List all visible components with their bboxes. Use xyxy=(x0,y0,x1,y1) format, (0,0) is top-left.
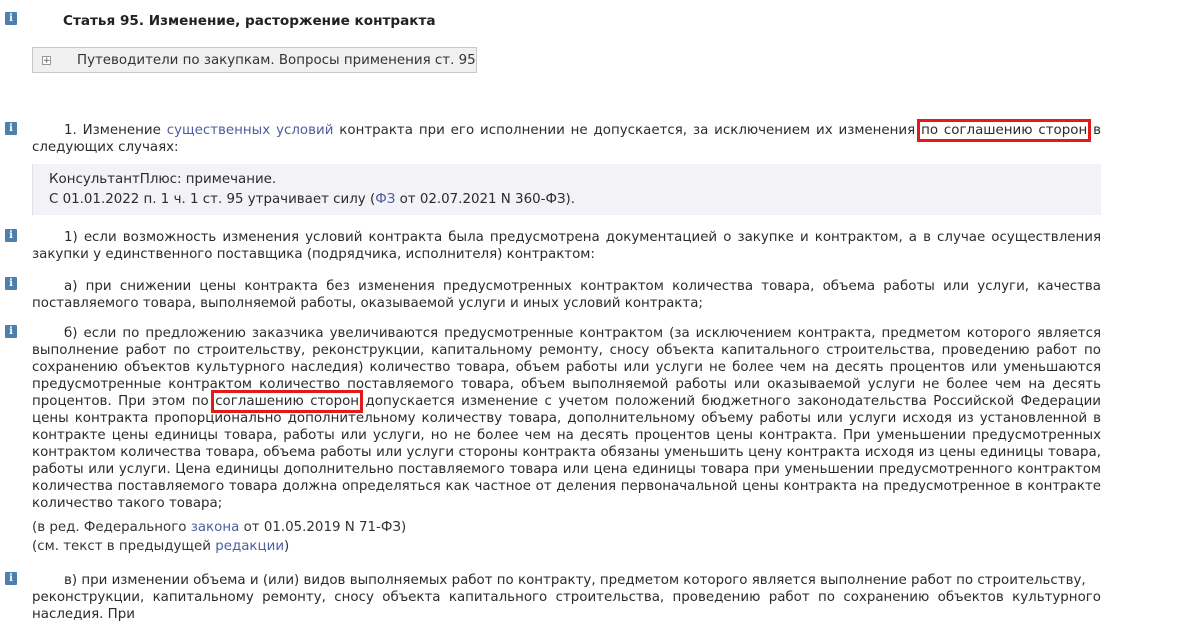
consultant-note xyxy=(32,164,1101,215)
link-fz[interactable]: ФЗ xyxy=(375,192,396,207)
text: 1. Изменение xyxy=(64,123,167,138)
text: в) при изменении объема и (или) видов выполняемых работ по контракту, предметом которого является выполнение работ по строительству, xyxy=(64,573,1086,588)
paragraph-5 xyxy=(32,572,1101,589)
link-previous-edition[interactable]: редакции xyxy=(215,539,285,554)
text: (в ред. Федерального xyxy=(32,520,191,535)
info-icon[interactable]: i xyxy=(5,229,17,242)
text: реконструкции, капитальному ремонту, сносу объекта капитального строительства, проведению работ по сохранению объектов культурного наследия. При xyxy=(32,590,1101,622)
text: а) при снижении цены контракта без изменения предусмотренных контрактом количества товара, объема работы или услуги, качества поставляемого товара, выполняемой работы, оказываемой услуги и иных условий контракта; xyxy=(32,279,1101,311)
text: С 01.01.2022 п. 1 ч. 1 ст. 95 утрачивает силу ( xyxy=(49,192,376,207)
paragraph-2 xyxy=(32,229,1101,263)
text: от 01.05.2019 N 71-ФЗ) xyxy=(239,520,407,535)
highlighted-phrase: по соглашению сторон xyxy=(921,123,1088,138)
link-essential-conditions[interactable]: существенных условий xyxy=(166,123,334,138)
note-text xyxy=(49,190,1101,210)
revision-note-1 xyxy=(32,518,406,537)
info-icon[interactable]: i xyxy=(5,277,17,290)
info-icon[interactable]: i xyxy=(5,12,17,25)
guide-expander[interactable] xyxy=(32,47,477,73)
link-law[interactable]: закона xyxy=(190,520,240,535)
info-icon[interactable]: i xyxy=(5,122,17,135)
paragraph-3 xyxy=(32,278,1101,312)
highlighted-phrase: соглашению сторон xyxy=(215,394,360,409)
text: от 02.07.2021 N 360-ФЗ). xyxy=(395,192,576,207)
note-heading: КонсультантПлюс: примечание. xyxy=(49,172,277,187)
text: контракта при его исполнении не допускается, за исключением их изменения xyxy=(333,123,922,138)
expand-plus-icon[interactable]: + xyxy=(43,56,51,66)
guide-label[interactable]: Путеводители по закупкам. Вопросы применения ст. 95 xyxy=(77,53,476,68)
info-icon[interactable]: i xyxy=(5,572,17,585)
paragraph-4 xyxy=(32,325,1101,512)
paragraph-1 xyxy=(32,122,1101,156)
text: ) xyxy=(284,539,290,554)
text: 1) если возможность изменения условий контракта была предусмотрена документацией о закупке и контрактом, а в случае осуществления закупки у единственного поставщика (подрядчика, исполнителя) контрактом: xyxy=(32,230,1101,262)
text: допускается изменение с учетом положений бюджетного законодательства Российской Федерации цены контракта пропорционально дополнительному количеству товара, дополнительному объему работы или услуги исходя из установленной в контракте цены единицы товара, работы или услуги, но не более чем на десять процентов цены контракта. При уменьшении предусмотренных контрактом количества товара, объема работы или услуги стороны контракта обязаны уменьшить цену контракта исходя из цены единицы товара, работы или услуги. Цена единицы дополнительно поставляемого товара или цена единицы товара при уменьшении предусмотренного контрактом количества поставляемого товара должна определяться как частное от деления первоначальной цены контракта на предусмотренное в контракте количество такого товара; xyxy=(32,394,1101,511)
revision-note-2 xyxy=(32,537,289,556)
text: (см. текст в предыдущей xyxy=(32,539,216,554)
page-title: Статья 95. Изменение, расторжение контракта xyxy=(63,13,436,29)
text: б) если по предложению заказчика увеличиваются предусмотренные контрактом (за исключением контракта, предметом которого является выполнение работ по строительству, реконструкции, капитальному ремонту, сносу объекта капитального строительства, проведению работ по сохранению объектов культурного наследия) количество товара, объем работы или услуги не более чем на десять процентов или уменьшаются предусмотренные контрактом количество поставляемого товара, объем выполняемой работы или оказываемой услуги не более чем на десять процентов. При этом по xyxy=(32,326,1101,409)
text: в следующих случаях: xyxy=(32,123,1101,155)
paragraph-5-cont xyxy=(32,589,1101,623)
info-icon[interactable]: i xyxy=(5,325,17,338)
